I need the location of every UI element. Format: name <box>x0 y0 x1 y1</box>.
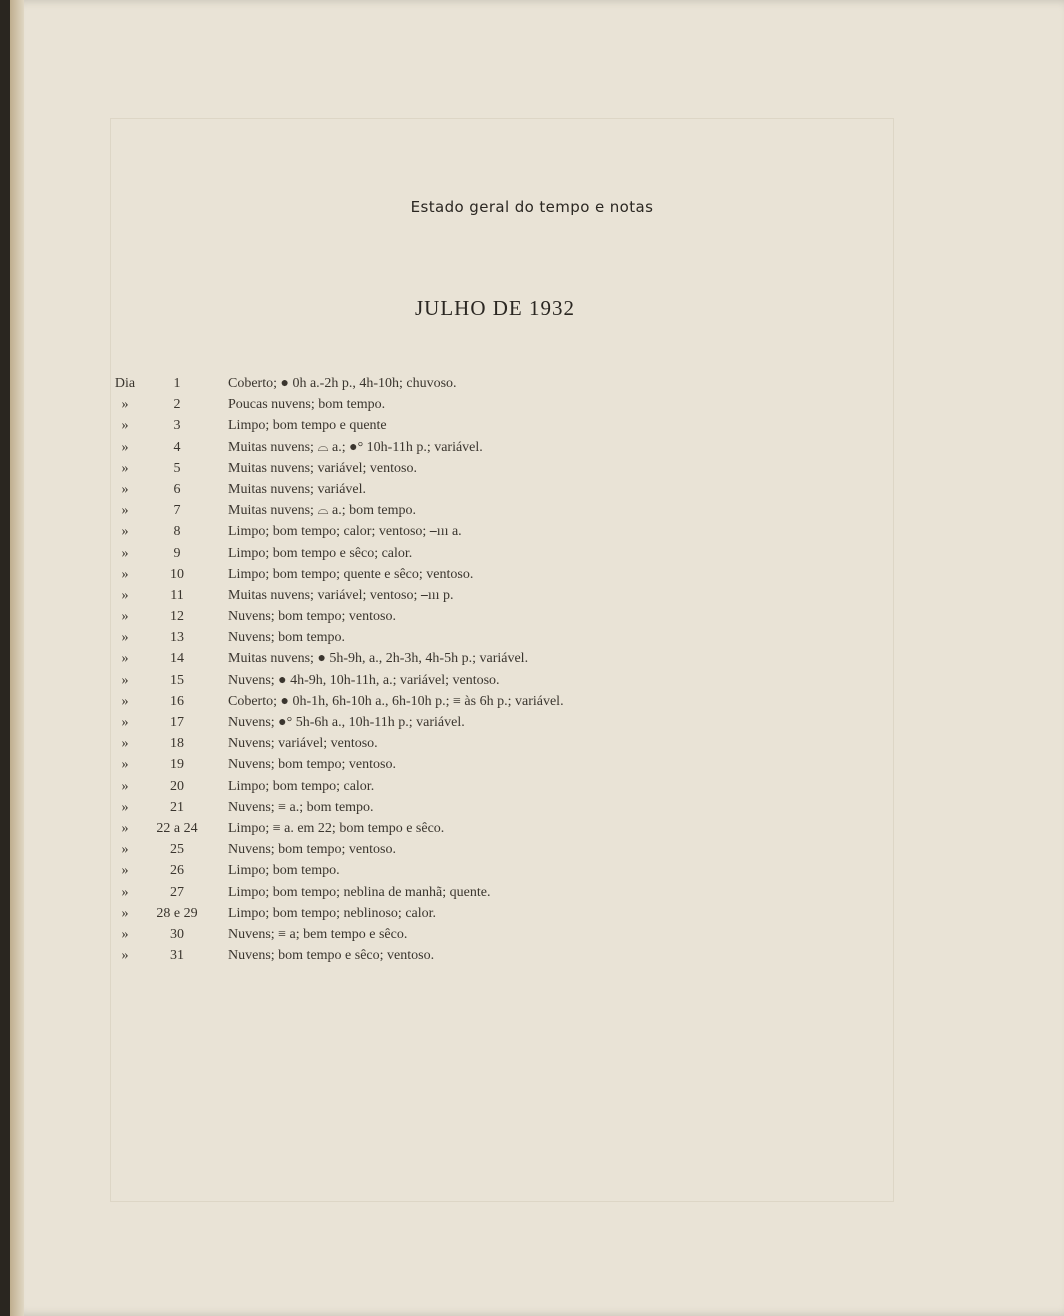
row-day: 10 <box>170 566 184 582</box>
row-day: 27 <box>170 884 184 900</box>
table-row <box>0 673 1064 694</box>
row-day: 3 <box>173 418 181 434</box>
row-day: 4 <box>173 439 181 455</box>
row-label: » <box>121 566 129 582</box>
row-label: » <box>121 397 129 413</box>
row-day: 6 <box>173 481 181 497</box>
table-row <box>0 948 1064 969</box>
row-day: 20 <box>170 778 184 794</box>
table-row <box>0 503 1064 524</box>
table-row <box>0 757 1064 778</box>
table-row <box>0 482 1064 503</box>
table-row <box>0 779 1064 800</box>
row-note: Coberto; ● 0h-1h, 6h-10h a., 6h-10h p.; ≡ às 6h p.; variável. <box>228 693 564 709</box>
section-heading: Estado geral do tempo e notas <box>410 198 654 216</box>
table-row <box>0 800 1064 821</box>
row-label: » <box>121 926 129 942</box>
row-label: » <box>121 715 129 730</box>
row-note: Limpo; bom tempo; calor; ventoso; ⎯ııı a. <box>228 524 462 540</box>
row-note: Limpo; bom tempo; calor. <box>228 778 375 794</box>
row-day: 19 <box>170 757 184 773</box>
row-note: Nuvens; variável; ventoso. <box>228 736 378 752</box>
row-day: 21 <box>170 799 184 815</box>
row-label: » <box>121 587 129 603</box>
row-label: » <box>121 503 129 519</box>
row-label: » <box>121 693 129 709</box>
row-note: Limpo; bom tempo; quente e sêco; ventoso. <box>228 566 474 582</box>
table-row <box>0 524 1064 545</box>
row-day: 11 <box>170 587 184 603</box>
table-row <box>0 736 1064 757</box>
row-note: Nuvens; ● 4h-9h, 10h-11h, a.; variável; ventoso. <box>228 672 500 688</box>
row-day: 14 <box>170 651 184 667</box>
table-row <box>0 418 1064 439</box>
row-note: Limpo; bom tempo; neblina de manhã; quente. <box>228 884 491 900</box>
row-label: Dia <box>114 376 136 391</box>
row-day: 26 <box>170 863 184 879</box>
row-label: » <box>121 884 129 900</box>
row-day: 13 <box>170 630 184 646</box>
row-note: Nuvens; ●° 5h-6h a., 10h-11h p.; variável. <box>228 715 465 730</box>
table-row <box>0 546 1064 567</box>
row-day: 2 <box>173 397 181 413</box>
table-row <box>0 885 1064 906</box>
row-note: Limpo; bom tempo e quente <box>228 418 387 434</box>
row-label: » <box>121 651 129 667</box>
row-note: Coberto; ● 0h a.-2h p., 4h-10h; chuvoso. <box>228 376 457 391</box>
row-day: 15 <box>170 672 184 688</box>
row-note: Limpo; ≡ a. em 22; bom tempo e sêco. <box>228 820 445 836</box>
row-note: Nuvens; bom tempo; ventoso. <box>228 757 396 773</box>
row-label: » <box>121 778 129 794</box>
row-day: 28 e 29 <box>156 905 198 921</box>
table-row <box>0 461 1064 482</box>
row-note: Nuvens; bom tempo. <box>228 630 346 646</box>
table-row <box>0 842 1064 863</box>
table-row <box>0 588 1064 609</box>
row-label: » <box>121 736 129 752</box>
row-note: Poucas nuvens; bom tempo. <box>228 397 386 413</box>
row-label: » <box>121 905 129 921</box>
row-day: 1 <box>173 376 181 391</box>
table-row <box>0 630 1064 651</box>
row-label: » <box>121 820 129 836</box>
weather-notes-table <box>0 376 1064 969</box>
row-label: » <box>121 757 129 773</box>
row-day: 22 a 24 <box>156 820 198 836</box>
row-note: Limpo; bom tempo; neblinoso; calor. <box>228 905 437 921</box>
row-label: » <box>121 672 129 688</box>
row-label: » <box>121 799 129 815</box>
row-label: » <box>121 418 129 434</box>
row-label: » <box>121 524 129 540</box>
row-note: Nuvens; bom tempo e sêco; ventoso. <box>228 948 435 964</box>
table-row <box>0 694 1064 715</box>
page-title: JULHO DE 1932 <box>415 296 575 320</box>
row-note: Nuvens; bom tempo; ventoso. <box>228 842 396 858</box>
row-note: Limpo; bom tempo. <box>228 863 340 879</box>
row-note: Muitas nuvens; ● 5h-9h, a., 2h-3h, 4h-5h p.; variável. <box>228 651 529 667</box>
row-day: 16 <box>170 693 184 709</box>
row-note: Muitas nuvens; ⌓ a.; ●° 10h-11h p.; variável. <box>228 439 483 455</box>
row-note: Muitas nuvens; variável; ventoso. <box>228 460 417 476</box>
row-label: » <box>121 460 129 476</box>
table-row <box>0 397 1064 418</box>
row-day: 8 <box>173 524 181 540</box>
table-row <box>0 906 1064 927</box>
row-note: Nuvens; ≡ a.; bom tempo. <box>228 799 374 815</box>
row-label: » <box>121 481 129 497</box>
row-note: Muitas nuvens; ⌓ a.; bom tempo. <box>228 503 417 519</box>
row-label: » <box>121 948 129 964</box>
row-day: 31 <box>170 948 184 964</box>
row-day: 9 <box>173 545 181 561</box>
row-day: 5 <box>173 460 181 476</box>
row-label: » <box>121 609 129 625</box>
row-day: 7 <box>173 503 181 519</box>
table-row <box>0 821 1064 842</box>
table-row <box>0 927 1064 948</box>
row-note: Limpo; bom tempo e sêco; calor. <box>228 545 413 561</box>
row-day: 12 <box>170 609 184 625</box>
table-row <box>0 715 1064 736</box>
row-note: Muitas nuvens; variável; ventoso; ⎯ııı p. <box>228 587 454 603</box>
row-day: 30 <box>170 926 184 942</box>
row-label: » <box>121 863 129 879</box>
row-day: 25 <box>170 842 184 858</box>
table-row <box>0 609 1064 630</box>
table-row <box>0 567 1064 588</box>
row-label: » <box>121 630 129 646</box>
table-row <box>0 863 1064 884</box>
table-row <box>0 651 1064 672</box>
table-row <box>0 440 1064 461</box>
row-label: » <box>121 842 129 858</box>
row-note: Nuvens; bom tempo; ventoso. <box>228 609 396 625</box>
table-row <box>0 376 1064 397</box>
row-note: Muitas nuvens; variável. <box>228 481 367 497</box>
row-label: » <box>121 439 129 455</box>
row-day: 17 <box>170 715 184 730</box>
row-day: 18 <box>170 736 184 752</box>
row-note: Nuvens; ≡ a; bem tempo e sêco. <box>228 926 408 942</box>
row-label: » <box>121 545 129 561</box>
